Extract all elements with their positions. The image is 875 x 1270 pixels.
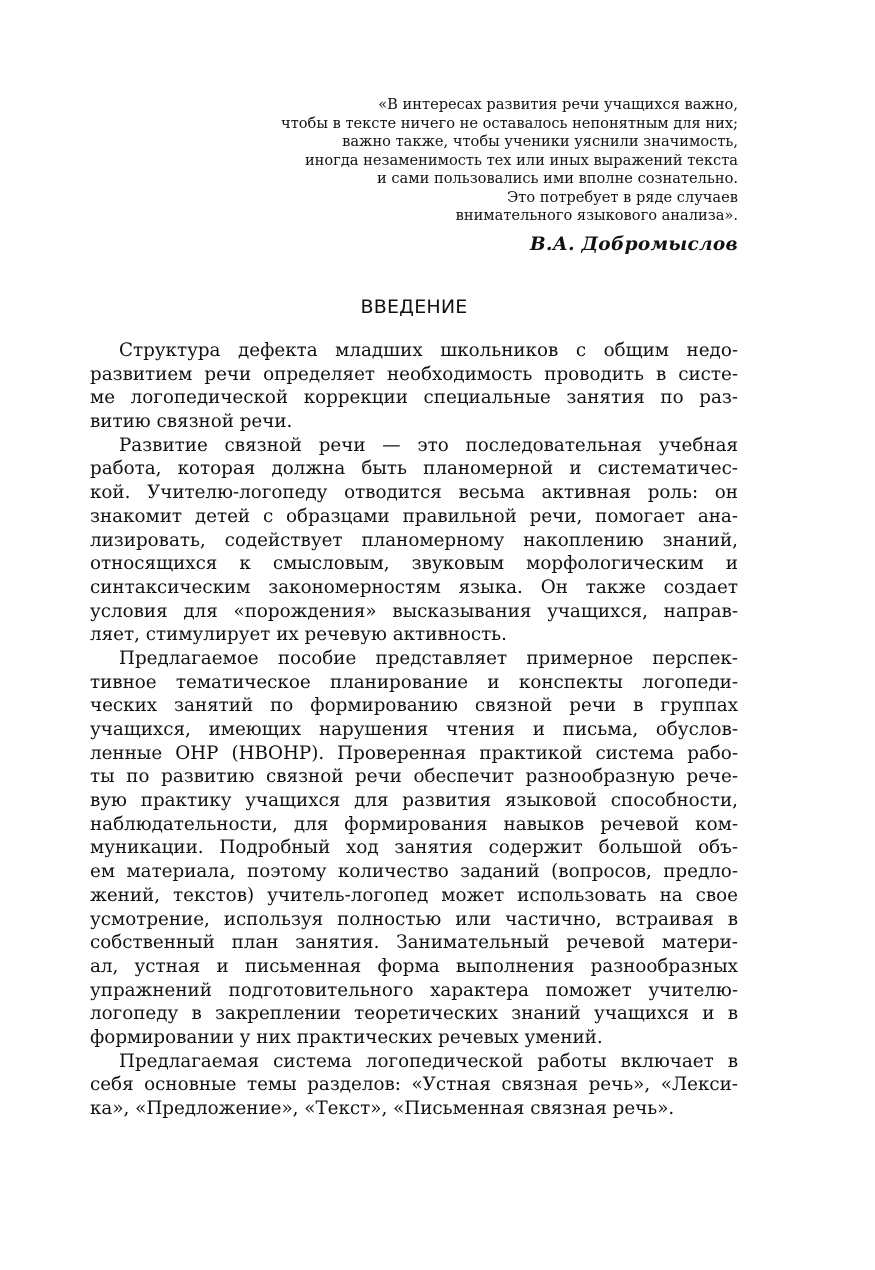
text-line: ческих занятий по формированию связной речи в группах [90,695,738,717]
text-line: муникации. Подробный ход занятия содержит большой объ- [90,837,738,859]
text-line: собственный план занятия. Занимательный речевой матери- [90,932,738,954]
text-line: кой. Учителю-логопеду отводится весьма активная роль: он [90,482,738,504]
paragraph [90,434,738,647]
text-line: ал, устная и письменная форма выполнения разнообразных [90,955,738,977]
text-line: жений, текстов) учитель-логопед может использовать на свое [90,884,738,906]
text-line: знакомит детей с образцами правильной речи, помогает ана- [90,505,738,527]
epigraph-line: и сами пользовались ими вполне сознательно. [377,170,738,187]
text-line: витию связной речи. [90,411,293,433]
text-line: вую практику учащихся для развития языковой способности, [90,790,738,812]
epigraph-line: Это потребует в ряде случаев [507,188,738,206]
text-line: ленные ОНР (НВОНР). Проверенная практикой система рабо- [90,742,738,764]
text-line: наблюдательности, для формирования навыков речевой ком- [90,813,738,835]
text-line: себя основные темы разделов: «Устная связная речь», «Лекси- [90,1074,738,1096]
text-line: логопеду в закреплении теоретических знаний учащихся и в [90,1003,738,1025]
text-line: Структура дефекта младших школьников с общим недо- [119,340,738,361]
text-line: ме логопедической коррекции специальные занятия по раз- [90,387,738,409]
epigraph-line: «В интересах развития речи учащихся важно, [378,96,738,113]
epigraph [90,96,738,257]
text-line: Предлагаемое пособие представляет примерное перспек- [119,647,738,669]
paragraph [90,339,738,434]
text-line: развитием речи определяет необходимость проводить в систе- [90,363,738,385]
epigraph-line: внимательного языкового анализа». [455,207,738,224]
text-line: ты по развитию связной речи обеспечит разнообразную рече- [90,766,738,788]
text-line: ляет, стимулирует их речевую активность. [90,624,507,646]
epigraph-author: В.А. Добромыслов [530,233,738,255]
text-line: формировании у них практических речевых умений. [90,1026,603,1048]
text-line: ем материала, поэтому количество заданий (вопросов, предло- [90,861,738,883]
epigraph-line: важно также, чтобы ученики уяснили значимость, [342,133,738,150]
text-line: условия для «порождения» высказывания учащихся, направ- [90,600,738,622]
text-line: тивное тематическое планирование и конспекты логопеди- [90,671,738,693]
text-line: Предлагаемая система логопедической работы включает в [119,1050,738,1072]
epigraph-line: иногда незаменимость тех или иных выражений текста [304,151,738,169]
text-line: Развитие связной речи — это последовательная учебная [119,434,738,456]
text-line: синтаксическим закономерностям языка. Он также создает [90,576,738,598]
epigraph-line: чтобы в тексте ничего не оставалось непонятным для них; [281,114,738,132]
text-line: лизировать, содействует планомерному накоплению знаний, [90,529,738,551]
text-line: относящихся к смысловым, звуковым морфологическим и [90,553,738,575]
paragraph [90,1050,738,1121]
text-line: ка», «Предложение», «Текст», «Письменная связная речь». [90,1098,675,1119]
book-page [90,0,738,1270]
text-line: работа, которая должна быть планомерной и систематичес- [90,458,738,480]
text-line: усмотрение, используя полностью или частично, встраивая в [90,908,738,930]
text-line: учащихся, имеющих нарушения чтения и письма, обуслов- [90,719,738,740]
body-text [90,339,738,1121]
section-title: ВВЕДЕНИЕ [360,296,468,318]
text-line: упражнений подготовительного характера поможет учителю- [90,979,738,1001]
paragraph [90,647,738,1050]
